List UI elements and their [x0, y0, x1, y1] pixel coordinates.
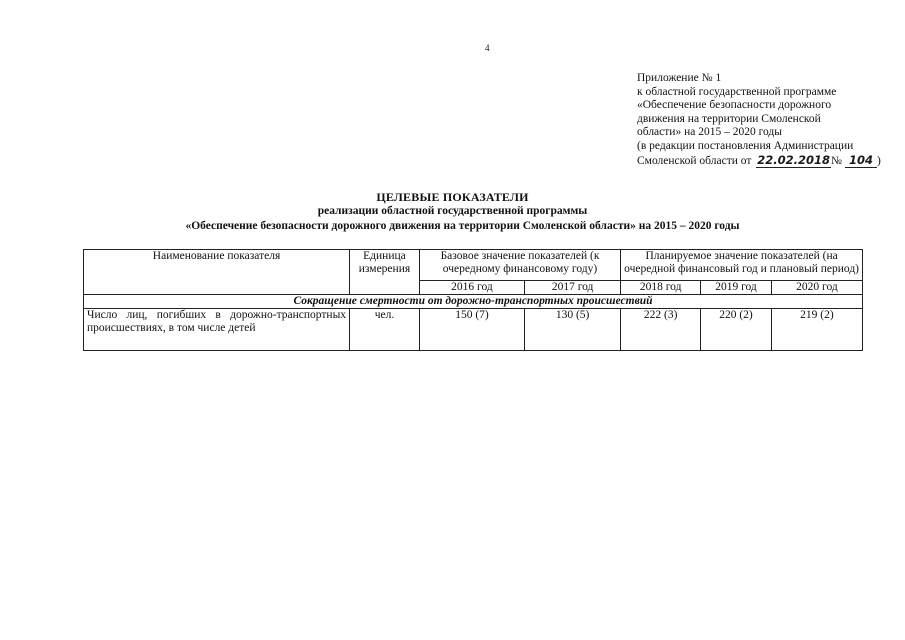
appendix-line: области» на 2015 – 2020 годы — [637, 126, 783, 139]
handwritten-number: 104 — [845, 154, 877, 169]
section-row — [84, 295, 863, 309]
indicator-unit: чел. — [350, 309, 420, 351]
year-header: 2019 год — [701, 281, 772, 295]
page-number: 4 — [485, 43, 490, 53]
appendix-line-last — [637, 154, 899, 169]
document-subtitle: реализации областной государственной программы — [317, 205, 588, 217]
table-row — [84, 309, 863, 351]
value-cell: 219 (2) — [771, 309, 862, 351]
indicators-table — [83, 249, 863, 351]
year-header: 2018 год — [621, 281, 701, 295]
document-title: ЦЕЛЕВЫЕ ПОКАЗАТЕЛИ — [376, 190, 529, 204]
indicator-name: Число лиц, погибших в дорожно-транспортных происшествиях, в том числе детей — [84, 309, 350, 351]
appendix-line: к областной государственной программе — [637, 85, 837, 98]
year-header: 2017 год — [525, 281, 621, 295]
table-header-row — [84, 250, 863, 281]
value-cell: 150 (7) — [419, 309, 524, 351]
appendix-line: движения на территории Смоленской — [637, 112, 821, 125]
appendix-block — [637, 72, 899, 168]
header-unit: Единица измерения — [350, 250, 420, 295]
value-cell: 220 (2) — [701, 309, 772, 351]
value-cell: 130 (5) — [525, 309, 621, 351]
closing-paren: ) — [877, 154, 881, 167]
handwritten-date: 22.02.2018 — [757, 152, 831, 167]
value-cell: 222 (3) — [621, 309, 701, 351]
header-planned-value: Планируемое значение показателей (на очередной финансовый год и плановый период) — [621, 250, 863, 281]
header-base-value: Базовое значение показателей (к очередному финансовому году) — [419, 250, 620, 281]
year-header: 2016 год — [419, 281, 524, 295]
appendix-line: Приложение № 1 — [637, 72, 722, 84]
appendix-line: «Обеспечение безопасности дорожного — [637, 99, 832, 112]
header-indicator-name: Наименование показателя — [84, 250, 350, 295]
program-name: «Обеспечение безопасности дорожного движения на территории Смоленской области» на 2015 – 2020 годы — [185, 220, 740, 232]
appendix-last-prefix: Смоленской области от — [637, 154, 752, 167]
section-title: Сокращение смертности от дорожно-транспортных происшествий — [84, 295, 863, 309]
number-sign: № — [831, 154, 842, 167]
year-header: 2020 год — [771, 281, 862, 295]
appendix-line: (в редакции постановления Администрации — [637, 139, 854, 152]
